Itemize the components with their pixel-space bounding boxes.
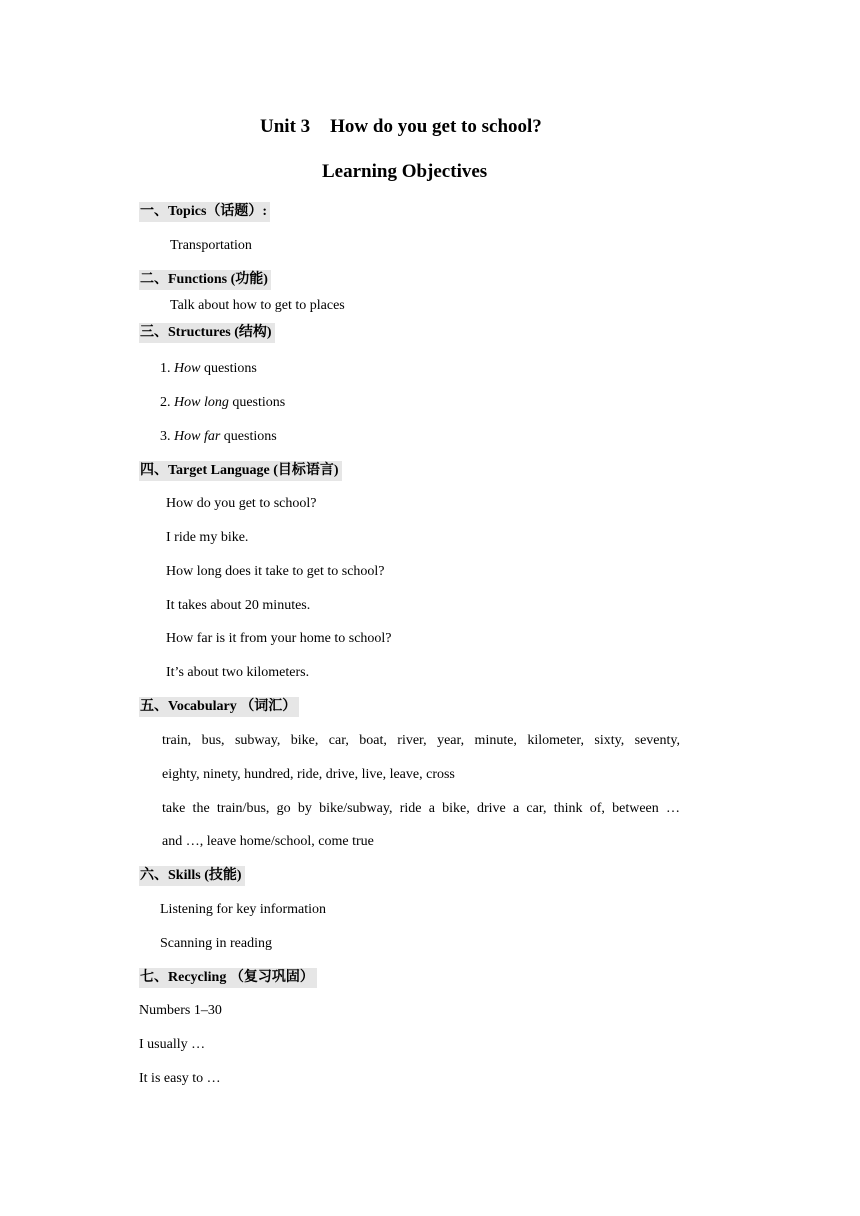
- target-language-item: It’s about two kilometers.: [166, 665, 310, 680]
- unit-question: How do you get to school?: [330, 116, 542, 137]
- topics-item: Transportation: [170, 238, 252, 253]
- functions-heading: 二、Functions (功能): [139, 270, 271, 290]
- recycling-item: Numbers 1–30: [139, 1003, 222, 1018]
- topics-heading: 一、Topics（话题）:: [139, 202, 270, 222]
- recycling-item: I usually …: [139, 1037, 206, 1052]
- recycling-item: It is easy to …: [139, 1071, 221, 1086]
- target-language-item: How long does it take to get to school?: [166, 564, 385, 579]
- vocabulary-heading: 五、Vocabulary （词汇）: [139, 697, 299, 717]
- structure-item: 2. How long questions: [160, 395, 286, 410]
- vocabulary-line: take the train/bus, go by bike/subway, ride a bike, drive a car, think of, between …: [162, 801, 680, 816]
- target-language-item: How far is it from your home to school?: [166, 631, 392, 646]
- doc-title: [260, 116, 542, 138]
- skills-item: Listening for key information: [160, 902, 327, 917]
- target-language-item: It takes about 20 minutes.: [166, 598, 311, 613]
- vocabulary-line: eighty, ninety, hundred, ride, drive, live, leave, cross: [162, 767, 455, 782]
- target-language-item: I ride my bike.: [166, 530, 249, 545]
- unit-label: Unit 3: [260, 116, 311, 137]
- vocabulary-line: train, bus, subway, bike, car, boat, river, year, minute, kilometer, sixty, seventy,: [162, 733, 680, 748]
- target-language-heading: 四、Target Language (目标语言): [139, 461, 342, 481]
- skills-item: Scanning in reading: [160, 936, 272, 951]
- structure-item: 1. How questions: [160, 361, 257, 376]
- skills-heading: 六、Skills (技能): [139, 866, 245, 886]
- recycling-heading: 七、Recycling （复习巩固）: [139, 968, 317, 988]
- functions-item: Talk about how to get to places: [170, 298, 345, 313]
- structure-item: 3. How far questions: [160, 429, 277, 444]
- doc-subtitle: Learning Objectives: [322, 161, 488, 182]
- vocabulary-line: and …, leave home/school, come true: [162, 834, 374, 849]
- structures-heading: 三、Structures (结构): [139, 323, 275, 343]
- target-language-item: How do you get to school?: [166, 496, 317, 511]
